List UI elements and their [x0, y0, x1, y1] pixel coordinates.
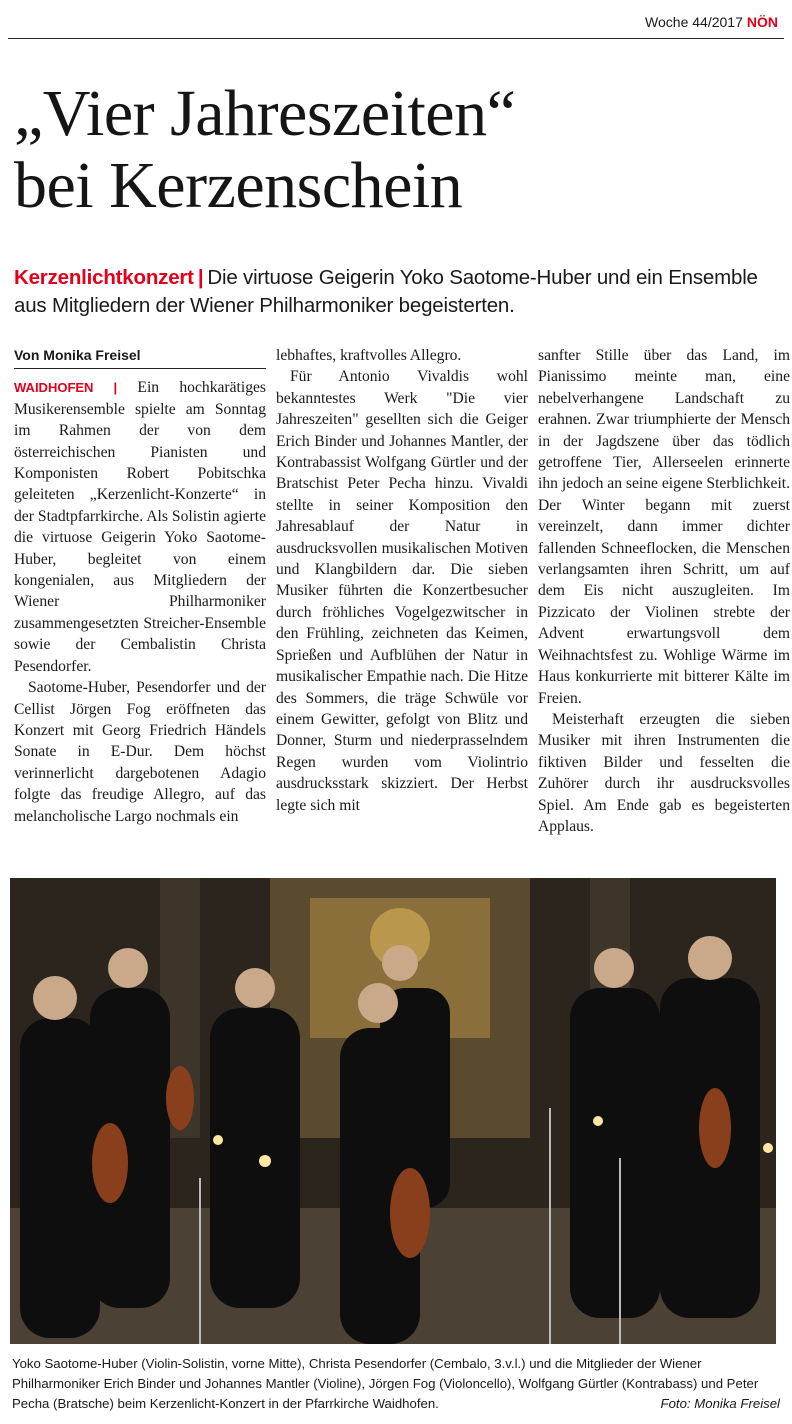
deck-separator: |: [197, 266, 204, 289]
paragraph: Saotome-Huber, Pesendorfer und der Cellist Jörgen Fog eröffneten das Konzert mit Georg Friedrich Händels Sonate in E-Dur. Dem höchst verinnerlicht dargebotenen Adagio folgte das freudige Allegro, auf das melancholische Largo nochmals ein: [14, 679, 266, 825]
paragraph: Für Antonio Vivaldis wohl bekanntestes Werk "Die vier Jahreszeiten" gesellten sich die Geiger Erich Binder und Johannes Mantler, der Kontrabassist Wolfgang Gürtler und der Bratschist Peter Pecha hinzu. Vivaldi stellte in seiner Komposition den Jahresablauf der Natur in ausdrucksvollen musikalischen Motiven und Klangbildern dar. Die sieben Musiker führten die Konzertbesucher durch fröhliches Vogelgezwitscher in den Frühling, zeichneten das Keimen, Sprießen und Aufblühen der Natur in musikalischer Empathie nach. Die Hitze des Sommers, die träge Schwüle vor einem Gewitter, gefolgt von Blitz und Donner, Sturm und niederprasselndem Regen wurden vom Violintrio ausdrucksstark skizziert. Der Herbst legte sich mit: [276, 368, 528, 814]
brand-logo: NÖN: [746, 14, 778, 30]
headline: [14, 78, 784, 222]
photo-credit: Foto: Monika Freisel: [660, 1396, 780, 1411]
deck: [14, 264, 784, 320]
dateline: WAIDHOFEN |: [14, 380, 118, 396]
headline-line-1: „Vier Jahreszeiten“: [14, 77, 516, 150]
column-2: [276, 345, 528, 816]
paragraph-text: Ein hochkarätiges Musikerensemble spielte am Sonntag im Rahmen der von dem österreichischen Pianisten und Komponisten Robert Pobitschka geleiteten „Kerzenlicht-Konzerte“ in der Stadtpfarrkirche. Als Solistin agierte die virtuose Geigerin Yoko Saotome-Huber, begleitet von einem kongenialen, aus Mitgliedern der Wiener Philharmoniker zusammengesetzten Streicher-Ensemble sowie der Cembalistin Christa Pesendorfer.: [14, 379, 266, 675]
column-3: [538, 345, 790, 837]
ensemble-photo: [10, 878, 776, 1344]
paragraph: sanfter Stille über das Land, im Pianissimo meinte man, eine nebelverhangene Landschaft zu erahnen. Zwar triumphierte der Mensch in der Jagdszene über das tödlich getroffene Tier, Allerseelen erinnerte ihn jedoch an seine eigene Sterblichkeit. Der Winter begann mit zuerst vereinzelt, dann immer dichter fallenden Schneeflocken, die Menschen verlangsamten ihren Schritt, um auf dem Eis nicht auszugleiten. Im Pizzicato der Violinen strebte der Advent erwartungsvoll dem Weihnachtsfest zu. Wohlige Wärme im Haus konkurrierte mit bitterer Kälte im Freien.: [538, 347, 791, 707]
masthead: [645, 14, 778, 30]
paragraph: [14, 377, 266, 677]
article-body: [14, 345, 791, 845]
photo-caption: [12, 1354, 780, 1414]
ensemble-photo-image: [10, 878, 776, 1344]
paragraph: Meisterhaft erzeugten die sieben Musiker mit ihren Instrumenten die fiktiven Bilder und fesselten die Zuhörer durch ihr ausdrucksvolles Spiel. Am Ende gab es begeisterten Applaus.: [538, 710, 790, 835]
issue-label: Woche 44/2017: [645, 14, 743, 30]
byline: Von Monika Freisel: [14, 345, 266, 369]
column-1: [14, 345, 266, 827]
top-rule: [8, 38, 784, 39]
paragraph: lebhaftes, kraftvolles Allegro.: [276, 347, 462, 364]
deck-kicker: Kerzenlichtkonzert: [14, 266, 194, 289]
headline-line-2: bei Kerzenschein: [14, 149, 463, 222]
deck-text: Die virtuose Geigerin Yoko Saotome-Huber und ein Ensemble aus Mitgliedern der Wiener Philharmoniker begeisterten.: [14, 266, 758, 317]
caption-text: Yoko Saotome-Huber (Violin-Solistin, vorne Mitte), Christa Pesendorfer (Cembalo, 3.v.l.) und die Mitglieder der Wiener Philharmoniker Erich Binder und Johannes Mantler (Violine), Jörgen Fog (Violoncello), Wolfgang Gürtler (Kontrabass) und Peter Pecha (Bratsche) beim Kerzenlicht-Konzert in der Pfarrkirche Waidhofen.: [12, 1356, 759, 1411]
